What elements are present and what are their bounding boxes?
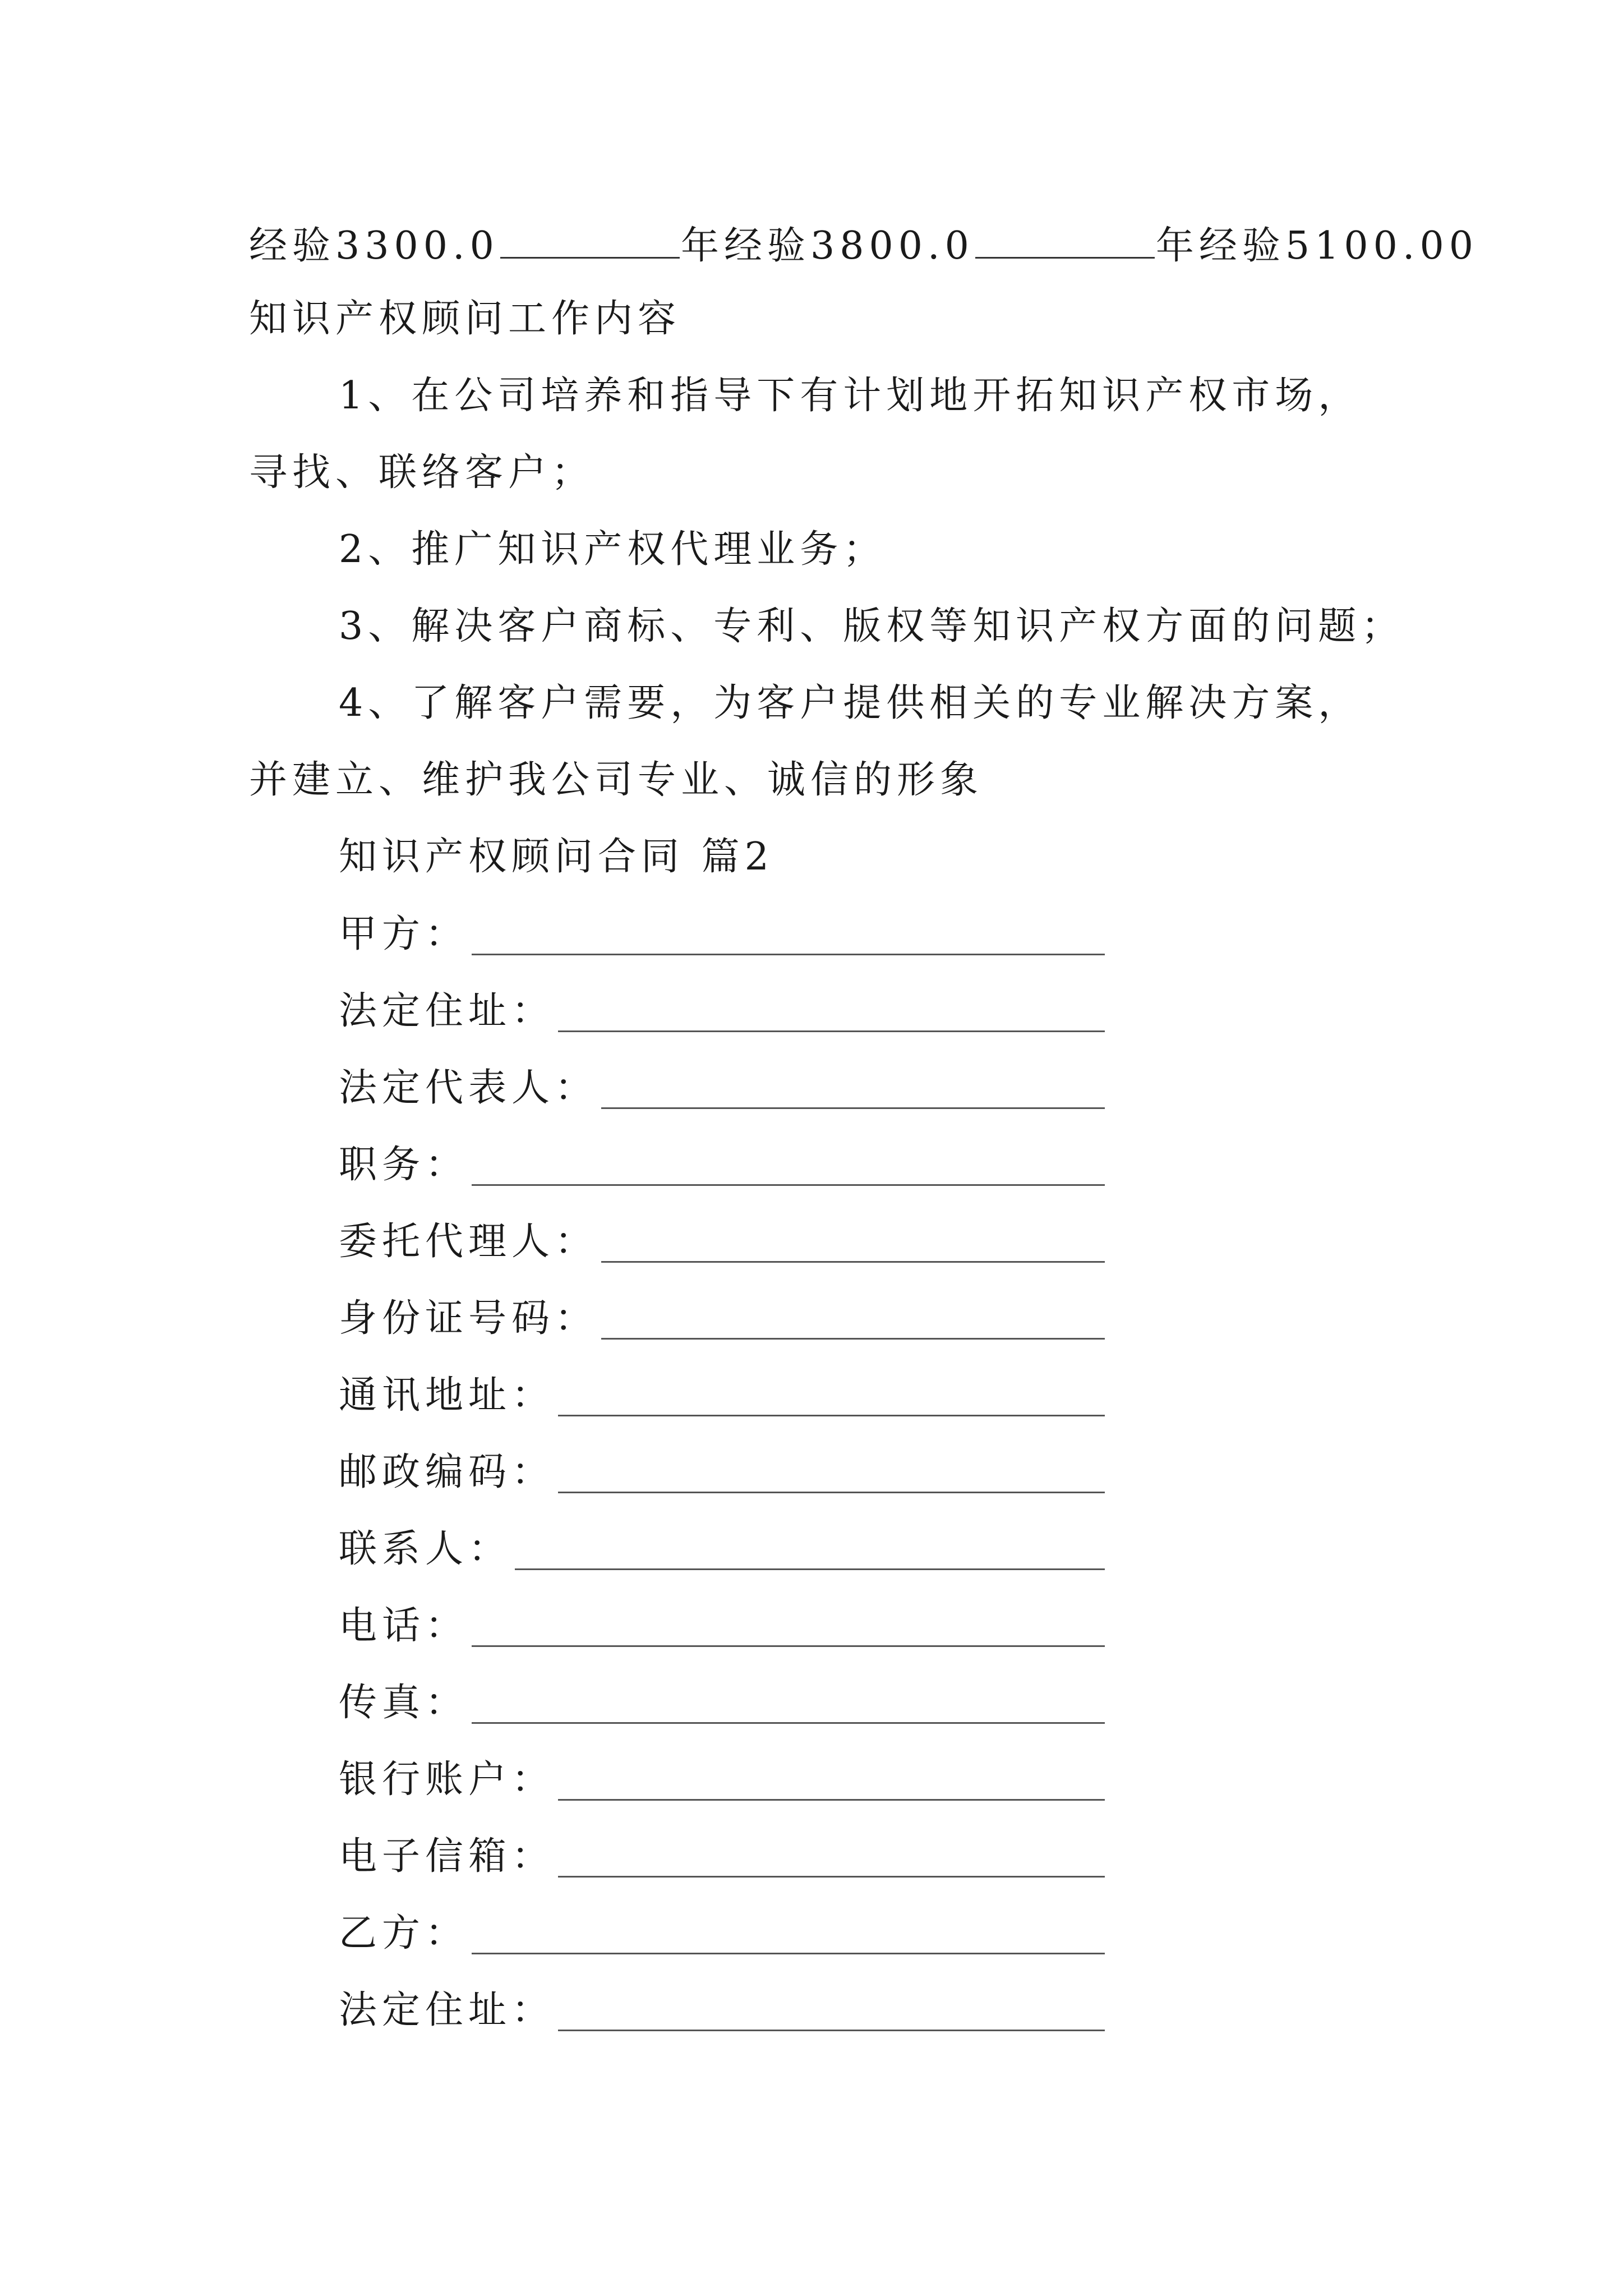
item-4-cont: 并建立、维护我公司专业、诚信的形象: [249, 758, 984, 802]
salary-blank-1[interactable]: [500, 223, 680, 259]
contract-field-label: 联系人：: [339, 1527, 512, 1571]
item-4: 4、了解客户需要，为客户提供相关的专业解决方案，: [339, 681, 1362, 725]
salary-part-2: 年经验3800.0: [680, 224, 974, 268]
contract-field-input-line[interactable]: [558, 1415, 1105, 1416]
item-1: 1、在公司培养和指导下有计划地开拓知识产权市场，: [339, 374, 1362, 418]
contract-field-input-line[interactable]: [601, 1107, 1105, 1109]
contract-field-input-line[interactable]: [472, 1184, 1105, 1186]
contract-field-input-line[interactable]: [472, 1645, 1105, 1647]
contract-field-input-line[interactable]: [472, 1722, 1105, 1724]
contract-title: 知识产权顾问合同 篇2: [339, 835, 774, 879]
contract-field-label: 传真：: [339, 1681, 469, 1725]
contract-field-input-line[interactable]: [558, 1030, 1105, 1032]
contract-field-label: 职务：: [339, 1143, 469, 1187]
contract-field-input-line[interactable]: [472, 954, 1105, 955]
salary-blank-2[interactable]: [975, 223, 1155, 259]
contract-field-label: 银行账户：: [339, 1757, 555, 1802]
contract-field-label: 通讯地址：: [339, 1373, 555, 1418]
salary-part-1: 经验3300.0: [249, 224, 499, 268]
contract-field-label: 法定住址：: [339, 1988, 555, 2032]
contract-field-label: 邮政编码：: [339, 1450, 555, 1494]
contract-field-input-line[interactable]: [515, 1568, 1105, 1570]
contract-field-label: 甲方：: [339, 912, 469, 956]
contract-field-label: 电子信箱：: [339, 1834, 555, 1879]
contract-field-label: 法定住址：: [339, 989, 555, 1033]
contract-field-input-line[interactable]: [558, 1799, 1105, 1801]
contract-field-label: 电话：: [339, 1604, 469, 1648]
contract-field-label: 法定代表人：: [339, 1066, 598, 1110]
contract-field-input-line[interactable]: [472, 1953, 1105, 1954]
contract-field-label: 乙方：: [339, 1911, 469, 1955]
salary-line: [249, 223, 1479, 268]
contract-field-input-line[interactable]: [558, 1876, 1105, 1878]
contract-field-input-line[interactable]: [558, 2030, 1105, 2031]
contract-field-label: 身份证号码：: [339, 1296, 598, 1341]
section-title: 知识产权顾问工作内容: [249, 297, 681, 341]
contract-field-label: 委托代理人：: [339, 1220, 598, 1264]
item-3: 3、解决客户商标、专利、版权等知识产权方面的问题；: [339, 604, 1405, 648]
item-2: 2、推广知识产权代理业务；: [339, 527, 887, 572]
contract-field-input-line[interactable]: [601, 1338, 1105, 1340]
contract-field-input-line[interactable]: [558, 1492, 1105, 1493]
contract-field-input-line[interactable]: [601, 1261, 1105, 1263]
salary-part-3: 年经验5100.00: [1155, 224, 1479, 268]
item-1-cont: 寻找、联络客户；: [249, 450, 595, 495]
